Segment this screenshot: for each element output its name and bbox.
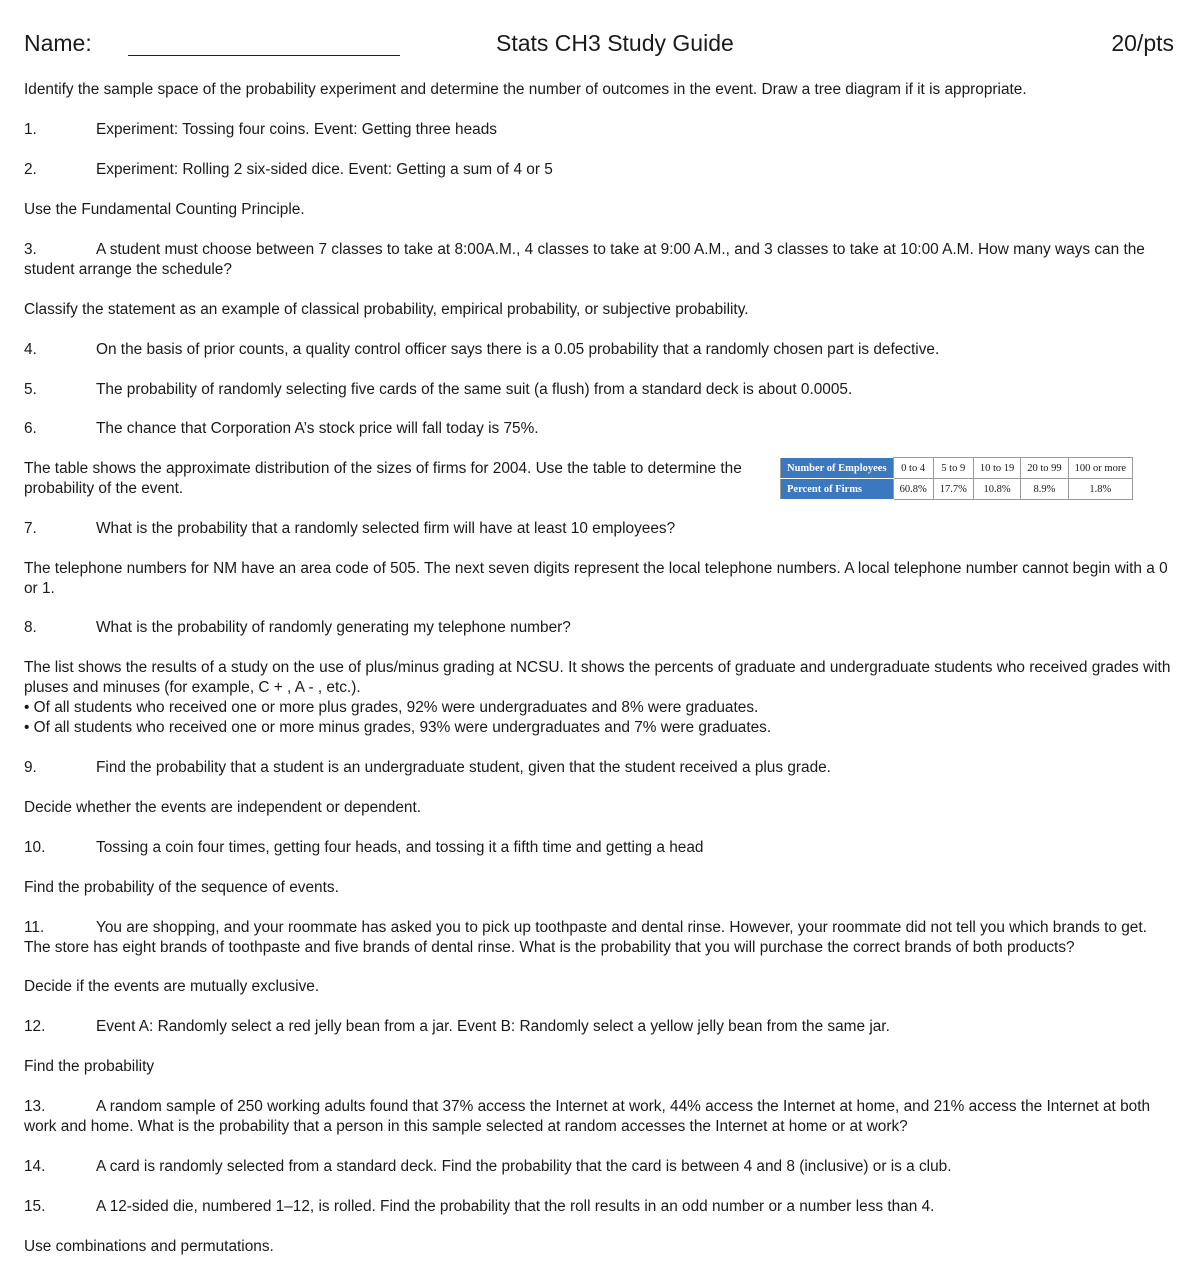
section-classify-probability: Classify the statement as an example of classical probability, empirical probability, or subjective probability. [24, 301, 749, 318]
question-number: 14. [24, 1158, 46, 1175]
question-text: The probability of randomly selecting five cards of the same suit (a flush) from a standard deck is about 0.0005. [96, 381, 853, 398]
question-number: 4. [24, 341, 37, 358]
bullet-minus-grades: • Of all students who received one or more minus grades, 93% were undergraduates and 7% were graduates. [24, 719, 772, 736]
question-number: 2. [24, 161, 37, 178]
section-combinations: Use combinations and permutations. [24, 1238, 274, 1255]
table-cell: 60.8% [893, 479, 933, 500]
table-cell: 8.9% [1021, 479, 1068, 500]
question-text: What is the probability that a randomly selected firm will have at least 10 employees? [96, 520, 676, 537]
question-number: 6. [24, 420, 37, 437]
table-cell: 100 or more [1068, 458, 1132, 479]
question-number: 11. [24, 919, 45, 936]
question-text: What is the probability of randomly generating my telephone number? [96, 619, 571, 636]
question-text: A student must choose between 7 classes to take at 8:00A.M., 4 classes to take at 9:00 A.M., and 3 classes to take at 10:00 A.M. How many ways can the student arrange the schedule? [24, 241, 1145, 278]
question-text: Experiment: Tossing four coins. Event: Getting three heads [96, 121, 497, 138]
question-14 [24, 1157, 951, 1177]
question-1 [24, 120, 497, 140]
question-number: 7. [24, 520, 37, 537]
table-cell: 17.7% [933, 479, 973, 500]
question-number: 13. [24, 1098, 46, 1115]
page-title: Stats CH3 Study Guide [496, 30, 734, 56]
question-text: You are shopping, and your roommate has asked you to pick up toothpaste and dental rinse. However, your roommate did not tell you which brands to get. The store has eight brands of toothpaste and five brands of dental rinse. What is the probability that you will purchase the correct brands of both products? [24, 919, 1147, 956]
section-telephone: The telephone numbers for NM have an area code of 505. The next seven digits represent the local telephone numbers. A local telephone number cannot begin with a 0 or 1. [24, 560, 1168, 597]
table-row-employees [781, 458, 1133, 479]
question-number: 8. [24, 619, 37, 636]
section-firm-distribution: The table shows the approximate distribution of the sizes of firms for 2004. Use the table to determine the probability of the event. [24, 460, 742, 497]
section-grading-study: The list shows the results of a study on the use of plus/minus grading at NCSU. It shows the percents of graduate and undergraduate students who received grades with pluses and minuses (for example, C + , A - , etc.). [24, 659, 1171, 696]
question-5 [24, 380, 852, 400]
question-6 [24, 419, 539, 439]
name-blank-line [128, 55, 400, 56]
question-15 [24, 1197, 934, 1217]
name-label: Name: [24, 30, 92, 56]
table-cell: 1.8% [1068, 479, 1132, 500]
section-sample-space: Identify the sample space of the probability experiment and determine the number of outcomes in the event. Draw a tree diagram if it is appropriate. [24, 81, 1027, 98]
question-13 [24, 1097, 1174, 1137]
question-text: Event A: Randomly select a red jelly bean from a jar. Event B: Randomly select a yellow jelly bean from the same jar. [96, 1018, 890, 1035]
points-total: 20/pts [1111, 30, 1174, 56]
question-number: 5. [24, 381, 37, 398]
question-4 [24, 340, 939, 360]
question-text: Tossing a coin four times, getting four heads, and tossing it a fifth time and getting a head [96, 839, 704, 856]
table-cell: 20 to 99 [1021, 458, 1068, 479]
table-cell: 5 to 9 [933, 458, 973, 479]
section-sequence: Find the probability of the sequence of events. [24, 879, 339, 896]
section-counting-principle: Use the Fundamental Counting Principle. [24, 201, 305, 218]
question-2 [24, 160, 553, 180]
question-number: 3. [24, 241, 37, 258]
question-text: Find the probability that a student is an undergraduate student, given that the student received a plus grade. [96, 759, 831, 776]
header [24, 30, 1174, 64]
question-9 [24, 758, 831, 778]
question-number: 12. [24, 1018, 46, 1035]
question-text: Experiment: Rolling 2 six-sided dice. Event: Getting a sum of 4 or 5 [96, 161, 553, 178]
question-10 [24, 838, 703, 858]
bullet-plus-grades: • Of all students who received one or more plus grades, 92% were undergraduates and 8% were graduates. [24, 699, 759, 716]
question-12 [24, 1017, 890, 1037]
table-cell: 10 to 19 [973, 458, 1020, 479]
question-7 [24, 519, 675, 539]
question-text: The chance that Corporation A’s stock price will fall today is 75%. [96, 420, 539, 437]
question-number: 1. [24, 121, 37, 138]
section-mutually-exclusive: Decide if the events are mutually exclusive. [24, 978, 320, 995]
table-row-header: Percent of Firms [781, 479, 894, 500]
question-text: A random sample of 250 working adults found that 37% access the Internet at work, 44% access the Internet at home, and 21% access the Internet at both work and home. What is the probability that a person in this sample selected at random accesses the Internet at home or at work? [24, 1098, 1151, 1135]
table-cell: 0 to 4 [893, 458, 933, 479]
question-number: 10. [24, 839, 46, 856]
table-row-header: Number of Employees [781, 458, 894, 479]
section-find-probability: Find the probability [24, 1058, 155, 1075]
question-number: 9. [24, 759, 37, 776]
question-text: A 12-sided die, numbered 1–12, is rolled. Find the probability that the roll results in an odd number or a number less than 4. [96, 1198, 935, 1215]
question-8 [24, 618, 571, 638]
section-independent: Decide whether the events are independent or dependent. [24, 799, 422, 816]
question-11 [24, 918, 1174, 958]
question-3 [24, 240, 1174, 280]
question-text: On the basis of prior counts, a quality control officer says there is a 0.05 probability that a randomly chosen part is defective. [96, 341, 940, 358]
table-cell: 10.8% [973, 479, 1020, 500]
question-text: A card is randomly selected from a standard deck. Find the probability that the card is between 4 and 8 (inclusive) or is a club. [96, 1158, 952, 1175]
question-number: 15. [24, 1198, 46, 1215]
firm-size-table [780, 457, 1133, 500]
table-row-percent [781, 479, 1133, 500]
